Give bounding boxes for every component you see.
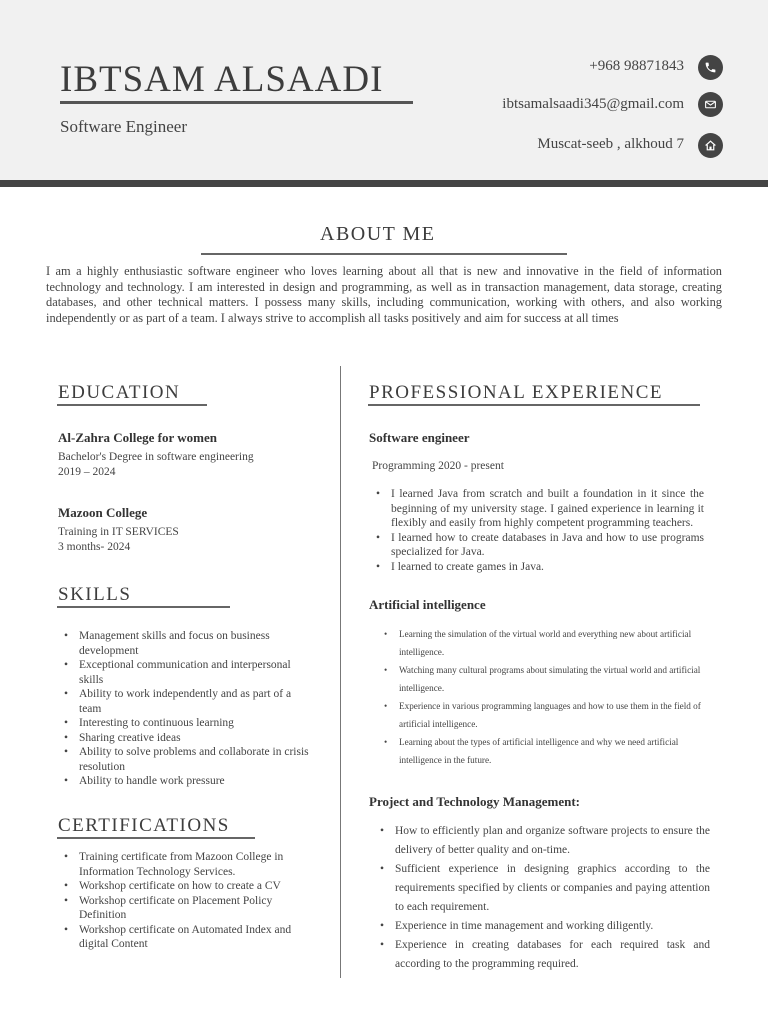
name-underline [60, 101, 413, 104]
about-underline [201, 253, 567, 255]
list-item: • Workshop certificate on Placement Policy Definition [62, 894, 312, 923]
certifications-list [62, 850, 312, 952]
skills-list [62, 629, 312, 789]
list-item: • Ability to handle work pressure [62, 774, 312, 789]
list-item: • Ability to work independently and as part of a team [62, 687, 312, 716]
list-item: • Watching many cultural programs about simulating the virtual world and artificial intelligence. [382, 661, 712, 697]
job-title: Software Engineer [60, 117, 187, 136]
list-item: • Workshop certificate on Automated Index and digital Content [62, 923, 312, 952]
contact-phone: +968 98871843 [589, 58, 684, 74]
email-icon [698, 92, 723, 117]
certifications-title: CERTIFICATIONS [58, 815, 230, 836]
candidate-name: IBTSAM ALSAADI [60, 59, 384, 100]
education-degree: Training in IT SERVICES [58, 526, 179, 538]
list-item: • Sufficient experience in designing graphics according to the requirements specified by clients or companies and paying attention to each requirement. [378, 860, 710, 917]
education-school: Mazoon College [58, 505, 148, 520]
education-title: EDUCATION [58, 382, 181, 403]
software-experience-list [374, 487, 704, 574]
list-item: • Experience in various programming languages and how to use them in the field of artificial intelligence. [382, 697, 712, 733]
experience-heading: Artificial intelligence [369, 597, 486, 612]
education-underline [57, 404, 207, 406]
list-item: • Experience in time management and working diligently. [378, 917, 710, 936]
phone-icon [698, 55, 723, 80]
ai-experience-list [382, 625, 712, 769]
experience-heading: Project and Technology Management: [369, 794, 580, 809]
experience-subtitle: Programming 2020 - present [372, 460, 504, 472]
list-item: • Sharing creative ideas [62, 731, 312, 746]
education-school: Al-Zahra College for women [58, 430, 217, 445]
list-item: • Ability to solve problems and collaborate in crisis resolution [62, 745, 312, 774]
list-item: • I learned to create games in Java. [374, 560, 704, 575]
about-text: I am a highly enthusiastic software engineer who loves learning about all that is new and innovative in the field of information technology and technology. I am interested in design and programming, as well as in transaction management, data storage, creating databases, and other technical matters. I possess many skills, including communication, working with others, and also working independently or as part of a team. I always strive to accomplish all tasks positively and aim for success at all times [46, 264, 722, 325]
list-item: • Workshop certificate on how to create a CV [62, 879, 312, 894]
experience-underline [368, 404, 700, 406]
education-degree: Bachelor's Degree in software engineering [58, 451, 254, 463]
skills-underline [57, 606, 230, 608]
list-item: • How to efficiently plan and organize software projects to ensure the delivery of better quality and on-time. [378, 822, 710, 860]
education-years: 2019 – 2024 [58, 466, 116, 478]
experience-title: PROFESSIONAL EXPERIENCE [369, 382, 664, 403]
contact-email: ibtsamalsaadi345@gmail.com [502, 96, 684, 112]
header-divider-bar [0, 180, 768, 187]
experience-heading: Software engineer [369, 430, 470, 445]
list-item: • Training certificate from Mazoon College in Information Technology Services. [62, 850, 312, 879]
about-title: ABOUT ME [320, 223, 436, 245]
home-icon [698, 133, 723, 158]
skills-title: SKILLS [58, 584, 132, 605]
list-item: • Exceptional communication and interpersonal skills [62, 658, 312, 687]
education-years: 3 months- 2024 [58, 541, 131, 553]
pm-experience-list [378, 822, 710, 974]
list-item: • Learning about the types of artificial intelligence and why we need artificial intelligence in the future. [382, 733, 712, 769]
column-divider [340, 366, 341, 978]
list-item: • I learned Java from scratch and built a foundation in it since the beginning of my university stage. I gained experience in learning it flexibly and easily from highly competent programming teachers. [374, 487, 704, 531]
list-item: • Learning the simulation of the virtual world and everything new about artificial intelligence. [382, 625, 712, 661]
list-item: • I learned how to create databases in Java and how to use programs specialized for Java. [374, 531, 704, 560]
list-item: • Management skills and focus on business development [62, 629, 312, 658]
list-item: • Interesting to continuous learning [62, 716, 312, 731]
contact-address: Muscat-seeb , alkhoud 7 [537, 136, 684, 152]
certifications-underline [57, 837, 255, 839]
list-item: • Experience in creating databases for each required task and according to the programming required. [378, 936, 710, 974]
